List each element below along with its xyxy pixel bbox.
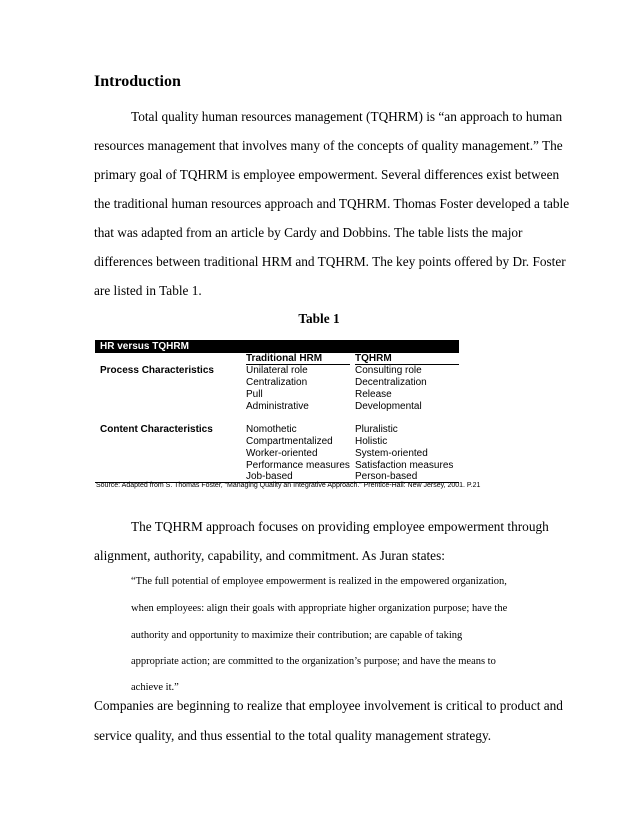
table-bar-label: HR versus TQHRM — [100, 341, 189, 352]
table-cell: Consulting role — [355, 365, 422, 376]
quote-line: “The full potential of employee empowerment is realized in the empowered organization, — [131, 576, 507, 587]
body-line: Companies are beginning to realize that employee involvement is critical to product and — [94, 698, 563, 713]
intro-line: primary goal of TQHRM is employee empowerment. Several differences exist between — [94, 167, 560, 182]
table-cell: Nomothetic — [246, 424, 297, 435]
table-cell: System-oriented — [355, 448, 428, 459]
col-header-traditional: Traditional HRM — [246, 353, 323, 364]
group-label: Content Characteristics — [100, 424, 213, 435]
table-title: Table 1 — [298, 311, 340, 326]
table-cell: Job-based — [246, 471, 293, 482]
table-cell: Release — [355, 389, 392, 400]
quote-line: when employees: align their goals with appropriate higher organization purpose; have the — [131, 603, 508, 614]
table-header-bar — [95, 340, 459, 353]
col-header-tqhrm: TQHRM — [355, 353, 392, 364]
table-cell: Worker-oriented — [246, 448, 318, 459]
body-line: alignment, authority, capability, and commitment. As Juran states: — [94, 548, 445, 563]
table-source-note: Source: Adapted from S. Thomas Foster, “Managing Quality an Integrative Approach.” Prentice-Hall: New Jersey, 2001. P.21 — [96, 482, 481, 489]
quote-line: achieve it.” — [131, 682, 179, 693]
intro-line: resources management that involves many of the concepts of quality management.” The — [94, 138, 563, 153]
intro-line: that was adapted from an article by Cardy and Dobbins. The table lists the major — [94, 225, 523, 240]
quote-line: appropriate action; are committed to the organization’s purpose; and have the means to — [131, 656, 496, 667]
table-cell: Person-based — [355, 471, 418, 482]
table-cell: Decentralization — [355, 377, 427, 388]
intro-line: differences between traditional HRM and TQHRM. The key points offered by Dr. Foster — [94, 254, 566, 269]
quote-line: authority and opportunity to maximize their contribution; are capable of taking — [131, 630, 463, 641]
table-cell: Pluralistic — [355, 424, 398, 435]
section-heading: Introduction — [94, 73, 181, 90]
table-cell: Satisfaction measures — [355, 460, 454, 471]
intro-line: the traditional human resources approach and TQHRM. Thomas Foster developed a table — [94, 196, 570, 211]
table-cell: Performance measures — [246, 460, 350, 471]
table-cell: Developmental — [355, 401, 422, 412]
table-cell: Administrative — [246, 401, 309, 412]
table-cell: Unilateral role — [246, 365, 308, 376]
table-cell: Pull — [246, 389, 263, 400]
intro-line: Total quality human resources management (TQHRM) is “an approach to human — [131, 109, 563, 124]
body-line: The TQHRM approach focuses on providing employee empowerment through — [131, 519, 549, 534]
intro-line: are listed in Table 1. — [94, 283, 202, 298]
body-line: service quality, and thus essential to the total quality management strategy. — [94, 728, 492, 743]
group-label: Process Characteristics — [100, 365, 214, 376]
table-cell: Centralization — [246, 377, 308, 388]
table-cell: Compartmentalized — [246, 436, 333, 447]
table-cell: Holistic — [355, 436, 388, 447]
